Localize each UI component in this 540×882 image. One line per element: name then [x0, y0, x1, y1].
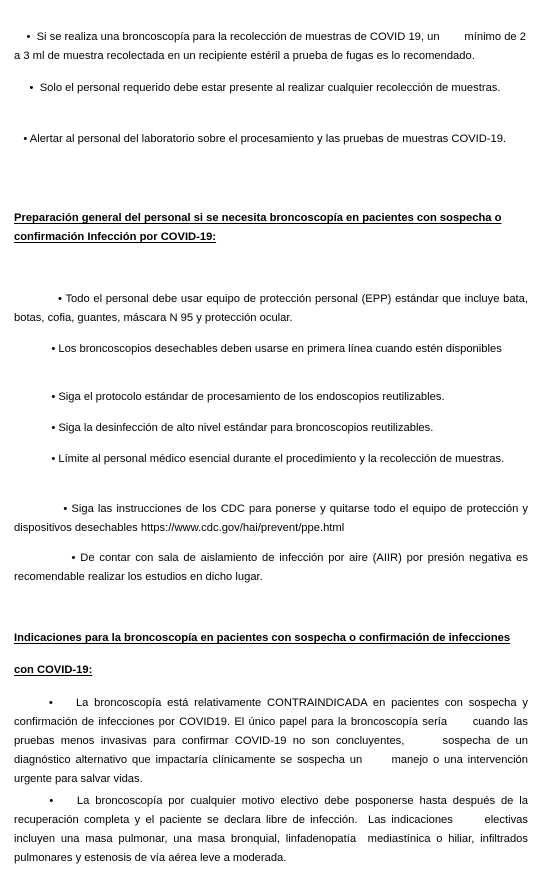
- bullet-icon: •: [48, 697, 53, 709]
- bullet-item: [14, 28, 528, 66]
- bullet-icon: •: [26, 31, 31, 43]
- bullet-item: [14, 79, 528, 98]
- bullet-text: Siga las instrucciones de los CDC para ponerse y quitarse todo el equipo de protección y dispositivos desechables https://www.cdc.gov/hai/prevent/ppe.html: [14, 503, 528, 534]
- bullet-text: Todo el personal debe usar equipo de protección personal (EPP) estándar que incluye bata, botas, cofia, guantes, máscara N 95 y protección ocular.: [14, 293, 528, 324]
- bullet-text-end: mínimo de 2 a 3 ml de muestra recolectada en un recipiente estéril a prueba de fugas es lo recomendado.: [14, 31, 526, 62]
- bullet-icon: •: [23, 133, 28, 145]
- bullet-icon: •: [51, 343, 56, 355]
- bullet-text: Límite al personal médico esencial durante el procedimiento y la recolección de muestras.: [58, 453, 505, 465]
- bullet-icon: •: [63, 503, 68, 515]
- bullet-item: [14, 500, 528, 538]
- bullet-icon: •: [51, 422, 56, 434]
- bullet-icon: •: [51, 391, 56, 403]
- bullet-text: Siga la desinfección de alto nivel estándar para broncoscopios reutilizables.: [58, 422, 434, 434]
- bullet-item: [14, 450, 528, 469]
- bullet-text: De contar con sala de aislamiento de infección por aire (AIIR) por presión negativa es recomendable realizar los estudios en dicho lugar.: [14, 552, 528, 583]
- bullet-icon: •: [71, 552, 76, 564]
- bullet-item: [14, 340, 528, 359]
- bullet-item: [14, 419, 528, 438]
- bullet-text: Solo el personal requerido debe estar presente al realizar cualquier recolección de muestras.: [39, 82, 501, 94]
- bullet-text: Los broncoscopios desechables deben usarse en primera línea cuando estén disponibles: [58, 343, 502, 355]
- bullet-icon: •: [58, 293, 62, 305]
- bullet-item: [14, 694, 532, 789]
- section-heading-continued: con COVID-19:: [14, 664, 93, 676]
- bullet-icon: •: [29, 82, 34, 94]
- bullet-icon: •: [51, 453, 56, 465]
- bullet-text: La broncoscopía por cualquier motivo electivo debe posponerse hasta después de la recuperación completa y el paciente se declara libre de infección. Las indicaciones electivas incluyen una masa pulmonar, una masa bronquial, linfadenopatía mediastínica o hiliar, infiltrados pulmonares y estenosis de vía aérea leve a moderada.: [14, 795, 532, 864]
- bullet-text: Siga el protocolo estándar de procesamiento de los endoscopios reutilizables.: [58, 391, 445, 403]
- section-heading: Preparación general del personal si se necesita broncoscopía en pacientes con sospecha o confirmación Infección por COVID-19:: [14, 212, 502, 243]
- bullet-item: [14, 130, 528, 149]
- bullet-text: La broncoscopía está relativamente CONTRAINDICADA en pacientes con sospecha y confirmación de infecciones por COVID19. El único papel para la broncoscopía sería cuando las pruebas menos invasivas para confirmar COVID-19 no son concluyentes, sospecha de un diagnóstico alternativo que impactaría clínicamente se sospecha un manejo o una intervención urgente para salvar vidas.: [14, 697, 532, 785]
- bullet-item: [14, 388, 528, 407]
- bullet-item: [14, 549, 528, 587]
- bullet-item: [14, 792, 532, 868]
- bullet-icon: •: [49, 795, 54, 807]
- bullet-item: [14, 290, 528, 328]
- section-heading: Indicaciones para la broncoscopía en pacientes con sospecha o confirmación de infecciones: [14, 632, 511, 644]
- bullet-text: Alertar al personal del laboratorio sobre el procesamiento y las pruebas de muestras COVID-19.: [29, 133, 507, 145]
- bullet-text-start: Si se realiza una broncoscopía para la recolección de muestras de COVID 19, un: [36, 31, 440, 43]
